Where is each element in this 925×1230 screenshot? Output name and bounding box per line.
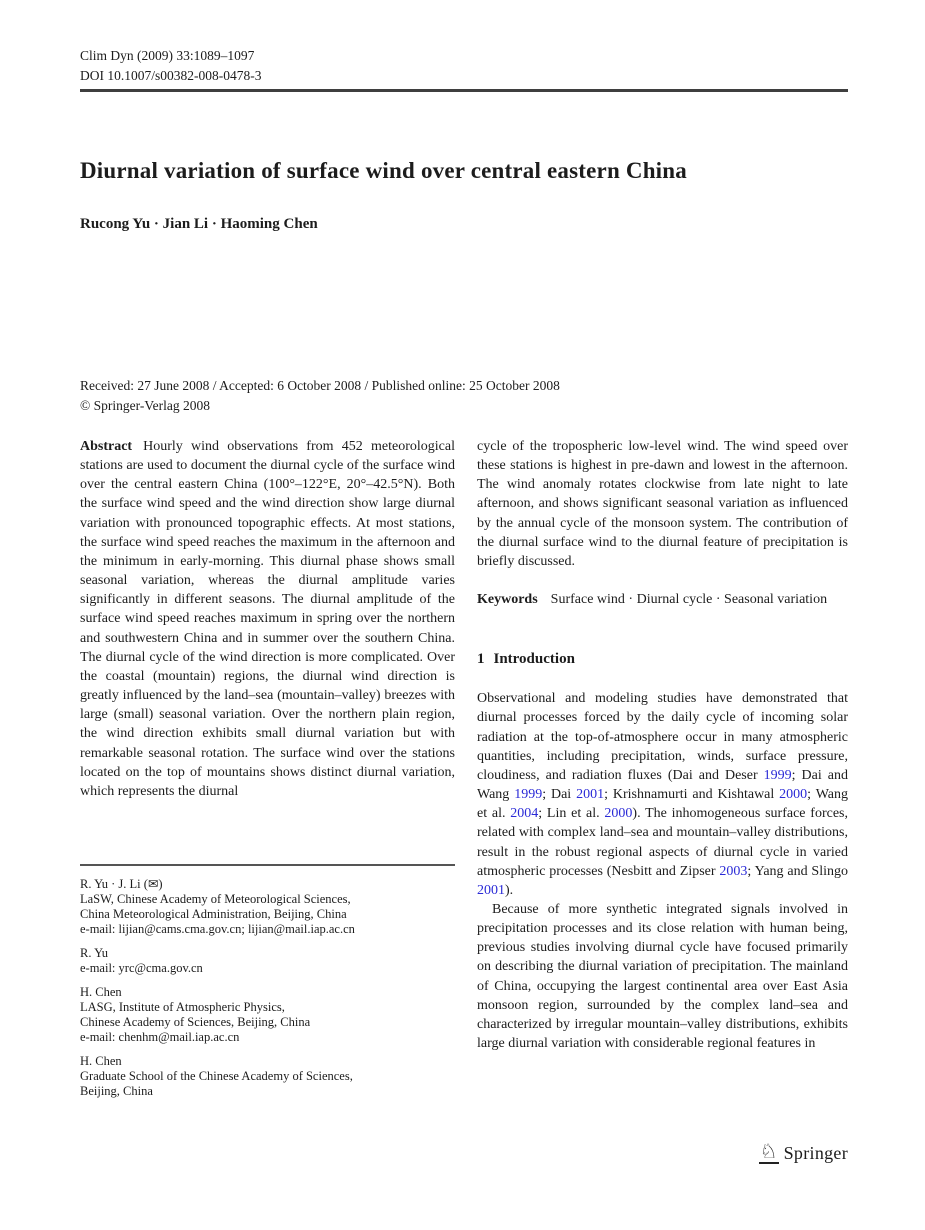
doi: DOI 10.1007/s00382-008-0478-3 [80, 68, 262, 83]
springer-logo [759, 1141, 848, 1164]
affiliation-line: e-mail: lijian@cams.cma.gov.cn; lijian@mail.iap.ac.cn [80, 922, 355, 936]
affiliation-line: LaSW, Chinese Academy of Meteorological Sciences, [80, 892, 351, 906]
citation-link[interactable]: 2004 [510, 806, 539, 822]
copyright-line: © Springer-Verlag 2008 [80, 397, 210, 413]
paragraph-text: ). [505, 882, 514, 898]
section-title: Introduction [493, 651, 575, 668]
header-rule [80, 89, 848, 92]
springer-wordmark: Springer [783, 1143, 848, 1163]
citation-link[interactable]: 1999 [514, 787, 543, 803]
affiliation-line: LASG, Institute of Atmospheric Physics, [80, 1000, 285, 1014]
paragraph-text: ; Dai and Wang [477, 767, 848, 803]
journal-citation: Clim Dyn (2009) 33:1089–1097 [80, 48, 255, 63]
abstract-label: Abstract [80, 439, 133, 454]
citation-link[interactable]: 2003 [719, 863, 748, 879]
left-column [80, 437, 455, 801]
paragraph-text: ; Dai [542, 787, 577, 803]
affiliation-block [80, 1054, 455, 1099]
paragraph-text: ; Wang et al. [477, 787, 849, 822]
received-accepted-line: Received: 27 June 2008 / Accepted: 6 October 2008 / Published online: 25 October 2008 [80, 378, 560, 393]
publication-history [80, 376, 560, 415]
section-number: 1 [477, 651, 485, 668]
introduction-paragraph-1 [477, 689, 848, 900]
affiliation-block [80, 946, 455, 976]
affiliation-line: Graduate School of the Chinese Academy of Sciences, [80, 1069, 353, 1083]
journal-header [80, 46, 262, 86]
abstract-continuation: cycle of the tropospheric low-level wind. The wind speed over these stations is highest in pre-dawn and lowest in the afternoon. The wind anomaly rotates clockwise from late night to late afternoon, and shows significant seasonal variation as influenced by the annual cycle of the monsoon system. The contribution of the diurnal surface wind to the diurnal feature of precipitation is briefly discussed. [477, 439, 848, 569]
section-heading-introduction [477, 651, 848, 668]
citation-link[interactable]: 2000 [604, 806, 633, 822]
affiliation-line: R. Yu · J. Li (✉) [80, 877, 163, 891]
citation-link[interactable]: 2000 [779, 787, 808, 803]
paragraph-text: ; Yang and Slingo [747, 863, 848, 879]
paragraph-text: ). The inhomogeneous surface forces, related with complex land–sea and mountain–valley distributions, result in the robust regional aspects of diurnal cycle in varied atmospheric processes (Nesbitt and Zipser [477, 806, 848, 879]
citation-link[interactable]: 2001 [576, 787, 605, 803]
keywords-text: Surface wind · Diurnal cycle · Seasonal variation [550, 592, 828, 608]
affiliation-block [80, 985, 455, 1045]
affiliation-line: e-mail: yrc@cma.gov.cn [80, 961, 203, 975]
affiliation-line: Chinese Academy of Sciences, Beijing, China [80, 1015, 311, 1029]
article-title: Diurnal variation of surface wind over central eastern China [80, 158, 687, 183]
affiliation-line: e-mail: chenhm@mail.iap.ac.cn [80, 1030, 240, 1044]
footnote-rule [80, 864, 455, 866]
affiliation-line: R. Yu [80, 946, 109, 960]
keywords-paragraph [477, 590, 848, 609]
springer-knight-icon: ♘ [759, 1139, 778, 1163]
author-affiliations [80, 864, 455, 1108]
paragraph-text: ; Krishnamurti and Kishtawal [604, 787, 780, 803]
affiliation-line: H. Chen [80, 985, 122, 999]
author-list: Rucong Yu · Jian Li · Haoming Chen [80, 216, 318, 232]
keywords-label: Keywords [477, 592, 538, 608]
citation-link[interactable]: 1999 [763, 767, 792, 783]
paragraph-text: Observational and modeling studies have demonstrated that diurnal processes forced by the daily cycle of incoming solar radiation at the top-of-atmosphere occur in many atmospheric quantities, including precipitation, winds, surface pressure, cloudiness, and radiation fluxes (Dai and Deser [477, 691, 848, 783]
introduction-paragraph-2: Because of more synthetic integrated signals involved in precipitation processes and its close relation with human being, previous studies involving diurnal cycle have focused primarily on describing the diurnal variation of precipitation. The mainland of China, occupying the largest continental area over East Asia monsoon region, surrounded by the complex land–sea and characterized by irregular mountain–valley distributions, exhibits large diurnal variation with considerable regional features in [477, 901, 848, 1052]
paragraph-text: ; Lin et al. [538, 806, 605, 822]
abstract-text-part1: Hourly wind observations from 452 meteorological stations are used to document the diurnal cycle of the surface wind over the central eastern China (100°–122°E, 20°–42.5°N). Both the surface wind speed and the wind direction show large diurnal variation with pronounced topographic effects. At most stations, the surface wind speed reaches the maximum in the afternoon and the minimum in early-morning. This diurnal phase shows small seasonal variation, whereas the diurnal amplitude varies significantly in different seasons. The diurnal amplitude of the surface wind speed reaches maximum in spring over the northern and southwestern China and in summer over the southern China. The diurnal cycle of the wind direction is more complicated. Over the coastal (mountain) regions, the diurnal wind direction is greatly influenced by the land–sea (mountain–valley) breezes with large (small) seasonal variation. Over the northern plain region, the wind direction exhibits small diurnal variation but with remarkable seasonal rotation. The surface wind over the stations located on the top of mountains shows distinct diurnal variation, which represents the diurnal [80, 439, 455, 799]
right-column [477, 437, 848, 1053]
affiliation-line: Beijing, China [80, 1084, 153, 1098]
abstract-paragraph [80, 437, 455, 801]
citation-link[interactable]: 2001 [477, 882, 505, 898]
affiliation-block [80, 877, 455, 937]
affiliation-line: China Meteorological Administration, Beijing, China [80, 907, 347, 921]
affiliation-line: H. Chen [80, 1054, 122, 1068]
